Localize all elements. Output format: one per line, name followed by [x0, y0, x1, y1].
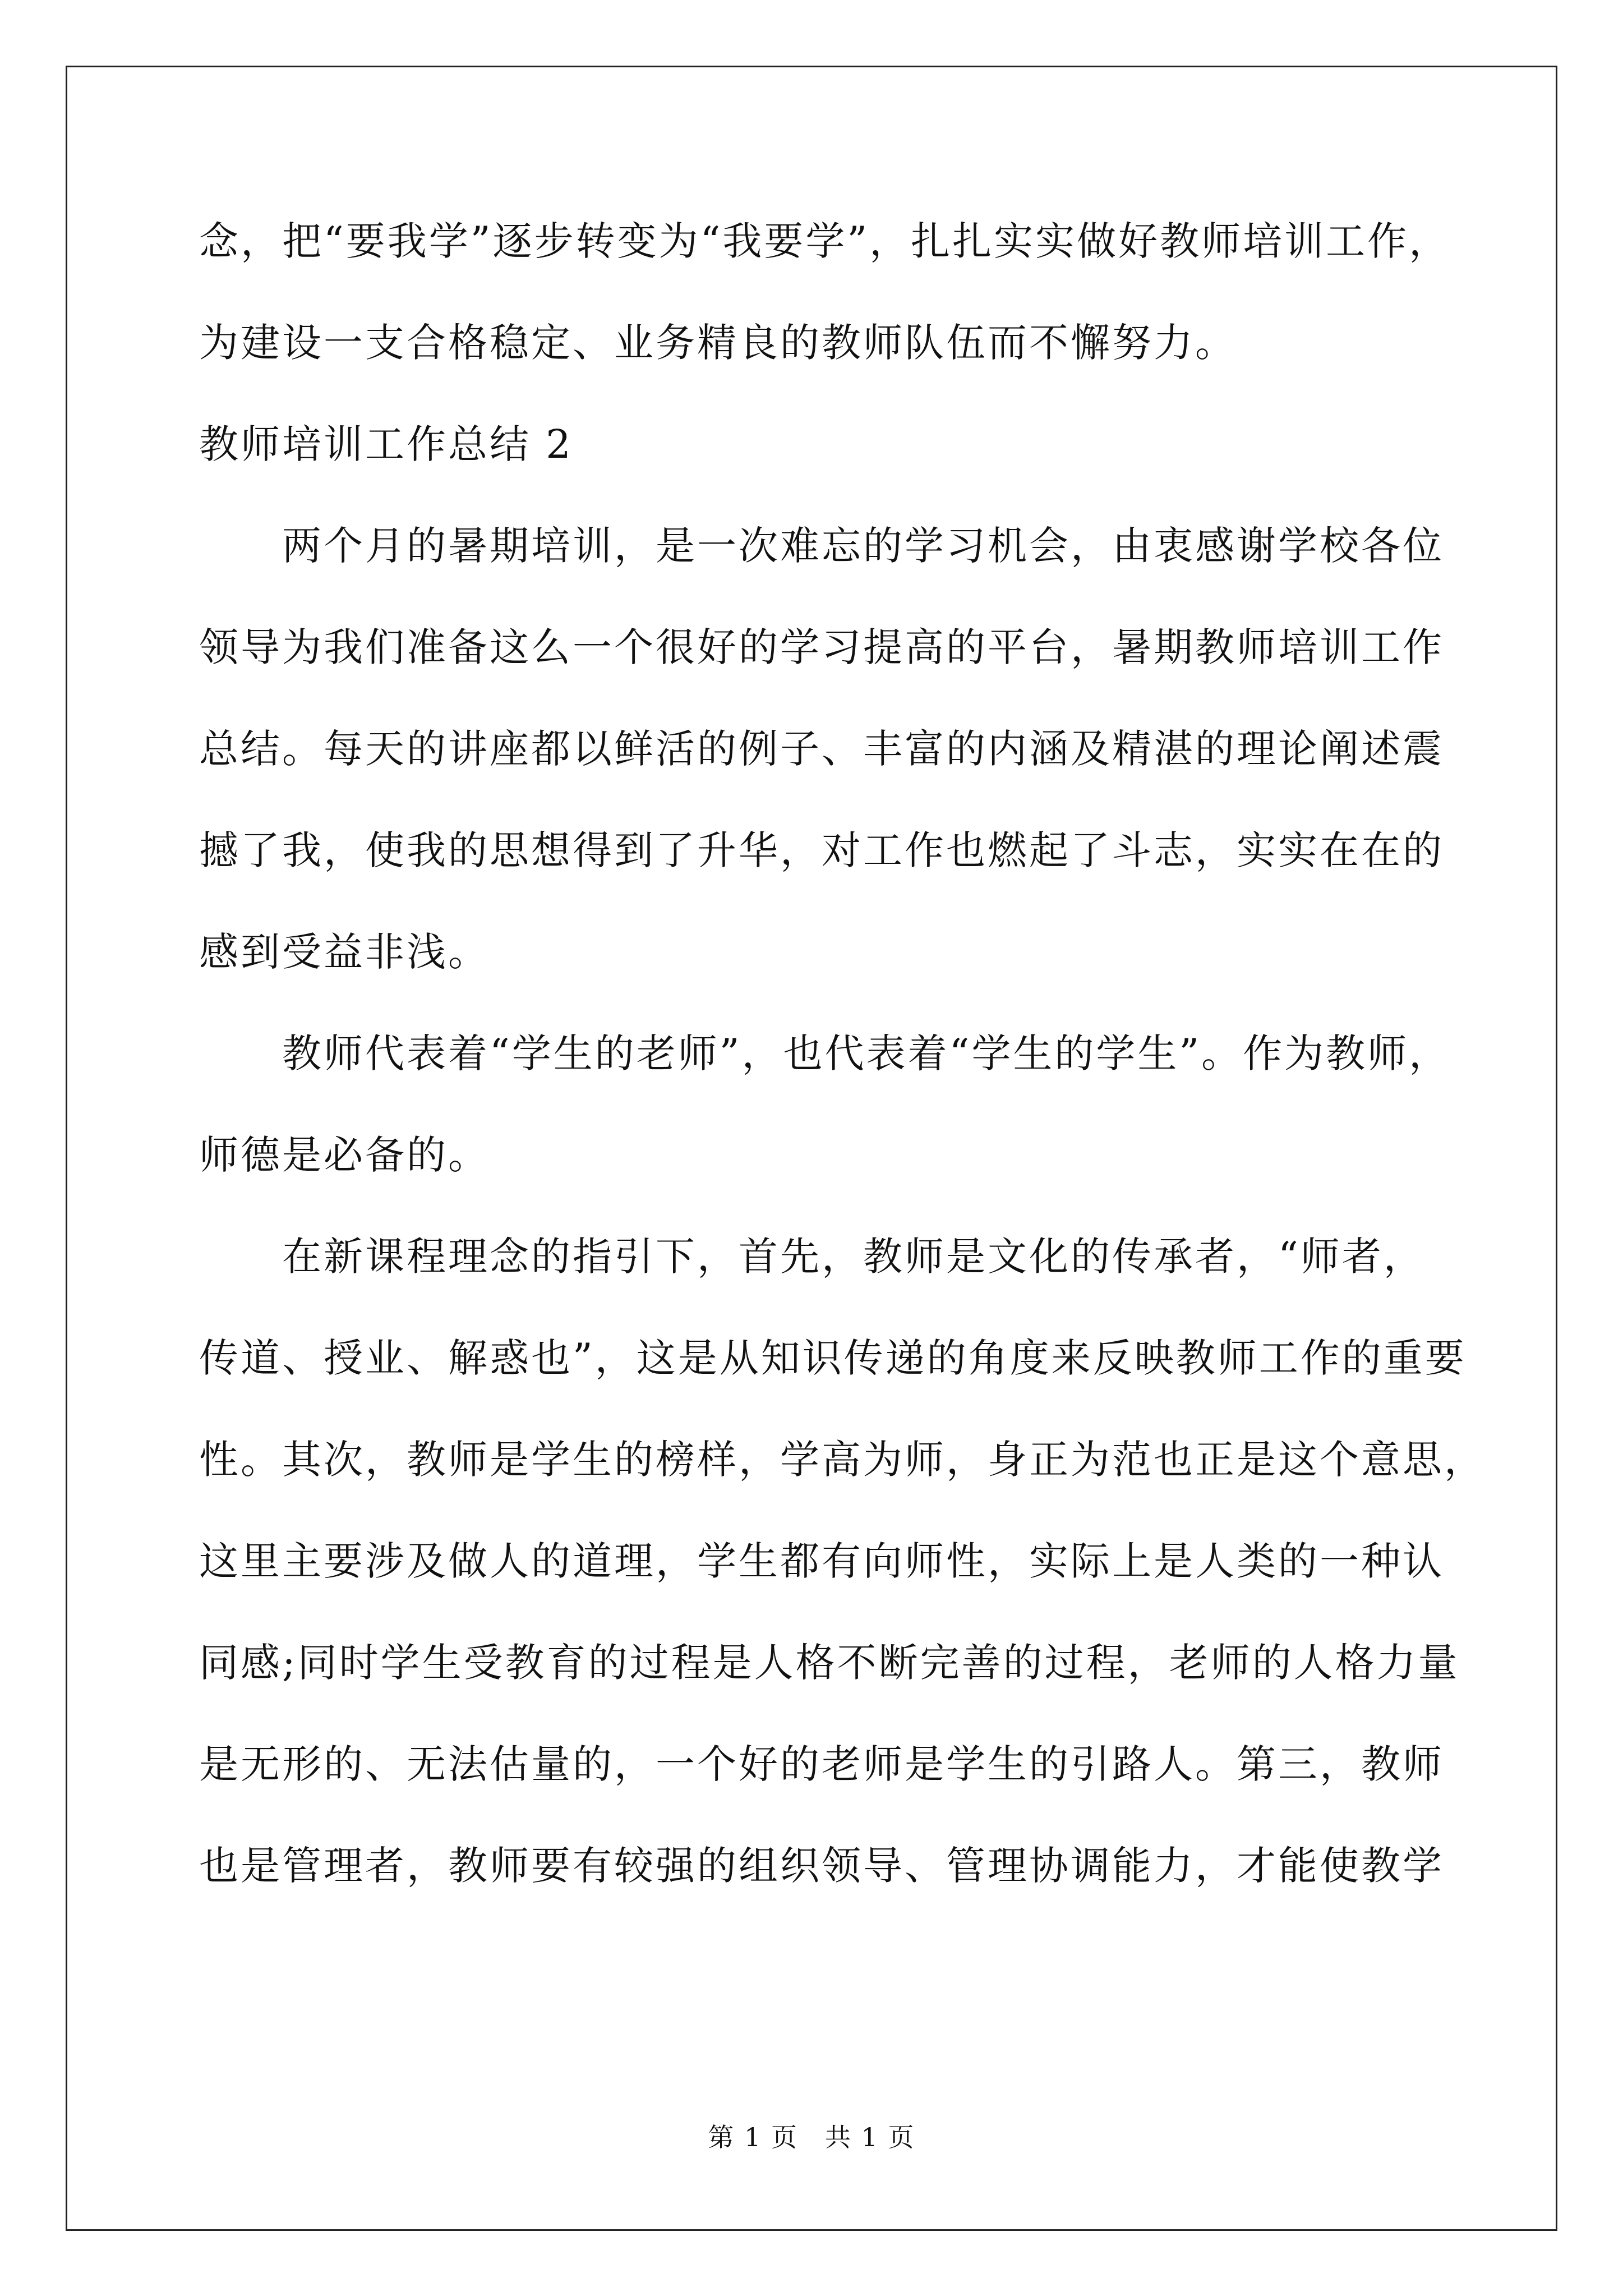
page-number-label: 第 1 页 共 1 页	[708, 2122, 915, 2152]
text-line: 撼了我，使我的思想得到了升华，对工作也燃起了斗志，实实在在的	[199, 827, 1444, 873]
section-heading	[199, 416, 1433, 472]
text-line: 为建设一支合格稳定、业务精良的教师队伍而不懈努力。	[199, 320, 1237, 366]
text-line: 总结。每天的讲座都以鲜活的例子、丰富的内涵及精湛的理论阐述震	[199, 726, 1444, 772]
heading-text: 教师培训工作总结 2	[199, 421, 573, 467]
page-footer	[0, 2120, 1623, 2154]
paragraph	[199, 1025, 1451, 1183]
text-line: 同感;同时学生受教育的过程是人格不断完善的过程，老师的人格力量	[199, 1640, 1460, 1686]
text-line: 师德是必备的。	[199, 1132, 490, 1178]
document-body	[199, 213, 1486, 1894]
text-line: 这里主要涉及做人的道理，学生都有向师性，实际上是人类的一种认	[199, 1538, 1444, 1584]
text-line: 感到受益非浅。	[199, 929, 490, 975]
text-line: 在新课程理念的指引下，首先，教师是文化的传承者，“师者，	[282, 1234, 1425, 1280]
text-line: 两个月的暑期培训，是一次难忘的学习机会，由衷感谢学校各位	[282, 523, 1444, 569]
text-line: 是无形的、无法估量的，一个好的老师是学生的引路人。第三，教师	[199, 1741, 1444, 1787]
paragraph	[199, 213, 1451, 371]
text-line: 领导为我们准备这么一个很好的学习提高的平台，暑期教师培训工作	[199, 624, 1444, 670]
text-line: 念，把“要我学”逐步转变为“我要学”，扎扎实实做好教师培训工作，	[199, 218, 1451, 264]
text-line: 也是管理者，教师要有较强的组织领导、管理协调能力，才能使教学	[199, 1843, 1444, 1889]
text-line: 传道、授业、解惑也”，这是从知识传递的角度来反映教师工作的重要	[199, 1335, 1467, 1381]
paragraph	[199, 1228, 1486, 1894]
text-line: 教师代表着“学生的老师”，也代表着“学生的学生”。作为教师，	[282, 1030, 1451, 1076]
text-line: 性。其次，教师是学生的榜样，学高为师，身正为范也正是这个意思，	[199, 1437, 1486, 1483]
paragraph	[199, 518, 1444, 980]
